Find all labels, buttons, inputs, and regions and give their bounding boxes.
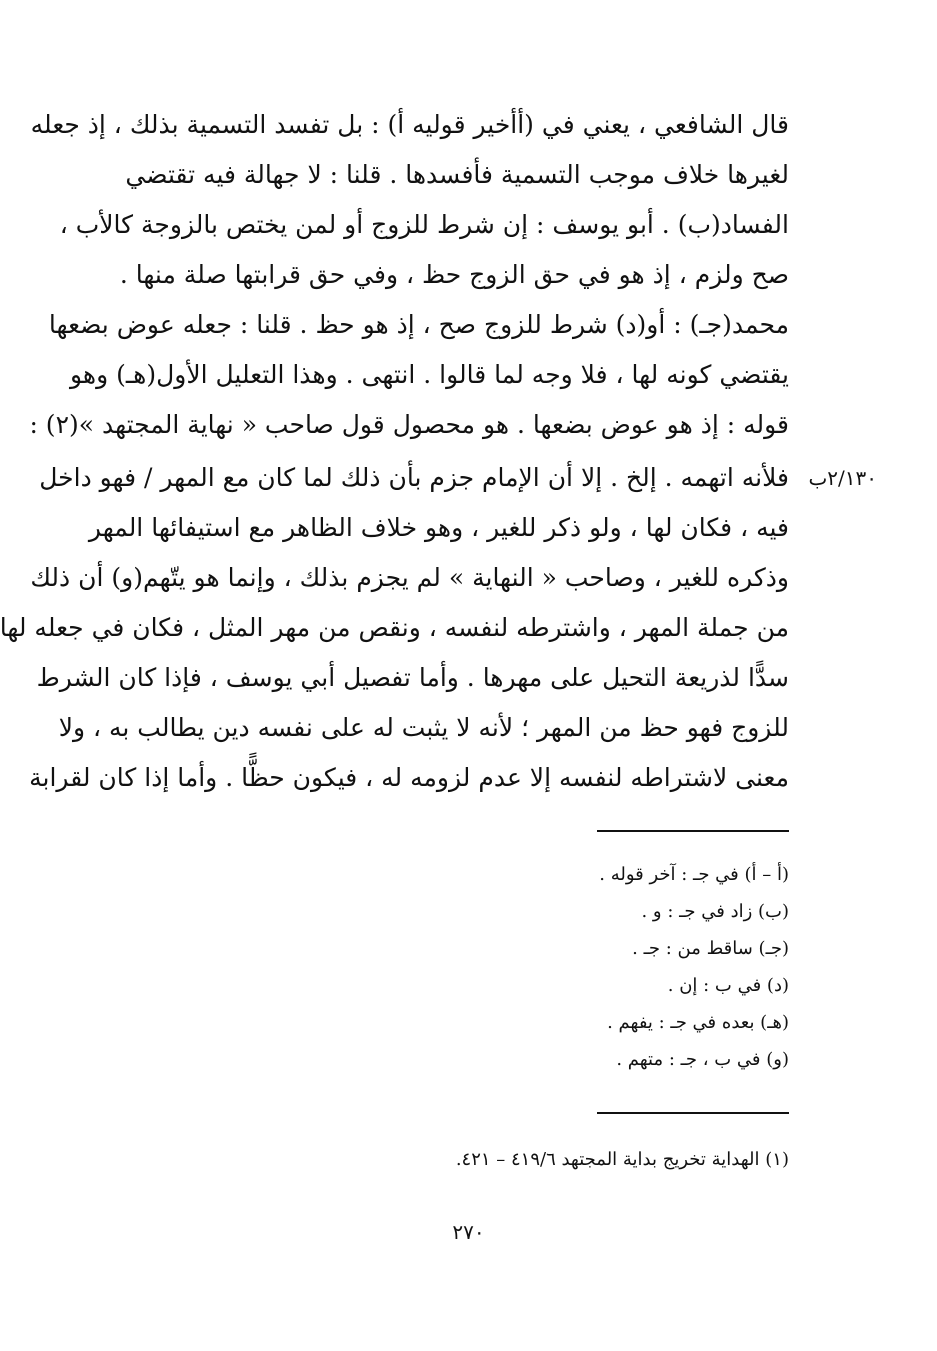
text-line: يقتضي كونه لها ، فلا وجه لما قالوا . انتهى . وهذا التعليل الأول(هـ) وهو <box>69 360 789 389</box>
page-number: ٢٧٠ <box>452 1220 485 1244</box>
footnote-item: (جـ) ساقط من : جـ . <box>632 938 789 959</box>
footnote-item: (و) في ب ، جـ : متهم . <box>616 1049 789 1070</box>
text-line: قوله : إذ هو عوض بضعها . هو محصول قول صاحب « نهاية المجتهد »(٢) : <box>29 410 789 439</box>
text-line: صح ولزم ، إذ هو في حق الزوج حظ ، وفي حق قرابتها صلة منها . <box>119 260 789 289</box>
footnote-item: (د) في ب : إن . <box>667 975 789 996</box>
text-line: محمد(جـ) : أو(د) شرط للزوج صح ، إذ هو حظ . قلنا : جعله عوض بضعها <box>48 310 789 339</box>
text-line: سدًّا لذريعة التحيل على مهرها . وأما تفصيل أبي يوسف ، فإذا كان الشرط <box>36 663 789 692</box>
text-line: لغيرها خلاف موجب التسمية فأفسدها . قلنا : لا جهالة فيه تقتضي <box>125 160 789 189</box>
footnote-divider <box>597 830 789 832</box>
footnote-item: (ب) زاد في جـ : و . <box>641 901 789 922</box>
text-line: من جملة المهر ، واشترطه لنفسه ، ونقص من مهر المثل ، فكان في جعله لها <box>0 613 789 642</box>
text-line: فلأنه اتهمه . إلخ . إلا أن الإمام جزم بأن ذلك لما كان مع المهر / فهو داخل <box>39 463 789 492</box>
text-line: قال الشافعي ، يعني في (أأخير قوليه أ) : بل تفسد التسمية بذلك ، إذ جعله <box>30 110 789 139</box>
footnote-item: (هـ) بعده في جـ : يفهم . <box>607 1012 789 1033</box>
reference-note: (١) الهداية تخريج بداية المجتهد ٤١٩/٦ – ٤٢١. <box>455 1149 789 1170</box>
footnote-divider <box>597 1112 789 1114</box>
footnote-item: (أ – أ) في جـ : آخر قوله . <box>599 864 789 885</box>
text-line: معنى لاشتراطه لنفسه إلا عدم لزومه له ، فيكون حظًّا . وأما إذا كان لقرابة <box>29 763 789 792</box>
text-line: فيه ، فكان لها ، ولو ذكر للغير ، وهو خلاف الظاهر مع استيفائها المهر <box>88 513 789 542</box>
manuscript-folio-marker: ٢/١٣٠ب <box>808 466 877 490</box>
text-line: الفساد(ب) . أبو يوسف : إن شرط للزوج أو لمن يختص بالزوجة كالأب ، <box>59 210 789 239</box>
text-line: وذكره للغير ، وصاحب « النهاية » لم يجزم بذلك ، وإنما هو يتّهم(و) أن ذلك <box>30 563 789 592</box>
text-line: للزوج فهو حظ من المهر ؛ لأنه لا يثبت له على نفسه دين يطالب به ، ولا <box>58 713 789 742</box>
